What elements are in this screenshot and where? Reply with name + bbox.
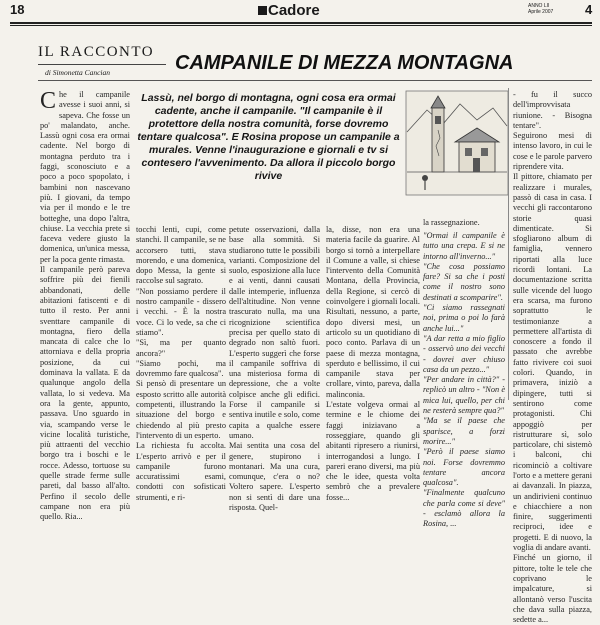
masthead-square-icon <box>258 6 267 15</box>
page-header <box>0 0 600 22</box>
page-number-left: 18 <box>10 2 25 17</box>
column-divider <box>508 88 509 400</box>
column-2: tocchi lenti, cupi, come stanchi. Il campanile, se ne accorsero tutti, stava morendo, e una domenica, dopo Messa, la gente si raccolse sul sagrato. "Non possiamo perdere il nostro campanile - dissero i vecchi. - È la nostra voce. Ci lo vede, sa che ci stiamo". "Sì, ma per quanto ancora?" "Siamo pochi, ma dovremmo fare qualcosa". Si pensò di presentare un esposto scritto alle autorità competenti, illustrando la situazione del borgo e chiedendo al più presto l'intervento di un esperto. La richiesta fu accolta. L'esperto arrivò e per il campanile furono accuratissimi esami, condotti con sofisticati strumenti, e ri- <box>136 225 226 502</box>
church-illustration <box>405 90 509 196</box>
section-rubric: IL RACCONTO <box>38 44 155 60</box>
house-window-1 <box>465 148 472 156</box>
article-headline: CAMPANILE DI MEZZA MONTAGNA <box>175 52 514 74</box>
header-rule-thin <box>10 25 592 26</box>
rubric-underline <box>38 64 166 65</box>
author-byline: di Simonetta Cancian <box>45 68 110 77</box>
column-3: petute osservazioni, dalla base alla sommità. Si studiarono tutte le possibili varianti. Composizione del suolo, esposizione alla luce e ai venti, danni causati dalle intemperie, influenza dell'altitudine. Non venne trascurato nulla, ma una ricognizione scientifica precisa per quello stato di degrado non saltò fuori. L'esperto suggerì che forse il campanile soffriva di una misteriosa forma di depressione, che a volte colpisce anche gli edifici. Forse il campanile si sentiva inutile e solo, come capita a qualche essere umano. Mai sentita una cosa del genere, stupirono i montanari. Ma una cura, comunque, c'era o no? Voltero sapere. L'esperto non si sentì di dare una risposta. Quel- <box>229 225 320 513</box>
masthead-title: Cadore <box>268 2 320 19</box>
drop-cap: C <box>40 88 57 114</box>
column-5: "Ormai il campanile è tutto una crepa. E si ne intorno all'inverno..." "Che cosa possiamo fare? Si sa che i posti come il nostro sono destinati a scomparire". "Ci siamo rassegnati noi, prima o poi lo farà anche lui..." "A dar retta a mio figlio - osservò uno dei vecchi - dovrei aver chiuso casa da un pezzo..." "Per andare in città?" - replicò un altro - "Non è mica lui, quello, per chi ne resterà sempre qua?" "Ma se il paese che sparisce, a forzi morire..." "Però il paese siamo noi. Forse dovremmo tentare ancora qualcosa". "Finalmente qualcuno che parla come si deve" - esclamò allora la Rosina, ... <box>423 231 505 529</box>
house-door <box>473 158 480 172</box>
issue-info <box>528 3 553 15</box>
standfirst: Lassù, nel borgo di montagna, ogni cosa era ormai cadente, anche il campanile. "Il campanile è il protettore della nostra comunità, forse dovremo tentare qualcosa". E Rosina propose un campanile a murales. Venne l'inaugurazione e giornali e tv si contesero l'avvenimento. Da allora il piccolo borgo rivive <box>137 92 400 182</box>
header-rule-thick <box>10 22 592 24</box>
column-1-text: he il campanile avesse i suoi anni, si sapeva. Che fosse un po' malandato, anche. Lassù ogni cosa era ormai cadente. Nel borgo di montagna perduto tra i faggi, sconosciuto e a poco a poco spopolato, i bambini non nascevano più. I giovani, da tempo via per il mondo e le tre botteghe, una dopo l'altra, chiuse. La vecchia prete si faceva vedere giusto la domenica, un'unica messa, per la poca gente rimasta. Il campanile però pareva soffrire più dei fienili abbandonati, delle abitazioni fatiscenti e di tutto il resto. Per anni sventtare campanile di montagna, fiero della mancata di calce che lo attorniava e della propria posizione, da cui dominava la vallata. E da qualunque angolo della vallata, lo si vedeva. Ma ora la gente, appunto, passava. Uno sguardo in via, scampando verse le vicine località turistiche, più attraenti del vecchio borgo tra i boschi e le rocce. Adesso, tortuose su quelle strade ferme sulle pareti, dal basso all'alto. Perfino il secolo delle campane non era più quello. Ria... <box>40 90 130 522</box>
column-5-lead: la rassegnazione. <box>423 218 480 227</box>
issue-line-2: Aprile 2007 <box>528 9 554 15</box>
headline-rule <box>38 80 592 81</box>
column-1 <box>40 90 130 522</box>
figure-head <box>422 175 428 181</box>
masthead <box>258 2 320 19</box>
column-4: la, disse, non era una materia facile da guarire. Al borgo si tornò a interpellare il Comune a valle, si chiese l'intervento della Comunità Montana, della Provincia, della Regione, si cercò di coinvolgere i giornali locali. Risultati, nessuno, a parte, dopo diversi mesi, un articolo su un quotidiano di poco conto. Parlava di un paese di mezza montagna, sperduto e bellissimo, il cui campanile stava per crollare, vinto, pareva, dalla malinconia. L'estate volgeva ormai al termine e le chiome dei faggi iniziavano a rosseggiare, quando gli abitanti ripresero a riunirsi, interrogandosi a lungo. I pareri erano diversi, ma più che le idee, questa volta sembrò che a prevalere fosse... <box>326 225 421 502</box>
house-window-2 <box>481 148 488 156</box>
page-number-right: 4 <box>585 2 593 17</box>
belfry-window <box>435 116 441 124</box>
issue-line-1: ANNO LII <box>528 3 550 9</box>
column-6: - fu il succo dell'improvvisata riunione. - Bisogna tentare". Seguirono mesi di intenso lavoro, in cui le cose e le parole parvero riprendere vita. Il pittore, chiamato per realizzare i murales, passò di casa in casa. I vecchi gli raccontarono storie quasi dimenticate. Si sfogliarono album di famiglia, vennero riportati alla luce ricordi lontani. La documentazione scritta sulle vicende del luogo era scarsa, ma furono soprattutto le testimonianze a permettere all'artista di conoscere a fondo il passato che avrebbe fatto rivivere coi suoi colori. Quando, in primavera, iniziò a dipingere, tutti si sentirono come protagonisti. Chi appoggiò per ristrutturare sì, solo particolare, chi sistemò i balconi, chi ricominciò a coltivare l'orto e a mettere gerani ai davanzali. In piazza, un andirivieni continuo e chiacchiere a non finire, suggerimenti reciproci, idee e progetti. E di nuovo, la voglia di andare avanti. Finché un giorno, il pittore, tolte le tele che coprivano le impalcature, si allontanò verso l'uscita che dava sulla piazza, sedette a... <box>513 90 592 625</box>
